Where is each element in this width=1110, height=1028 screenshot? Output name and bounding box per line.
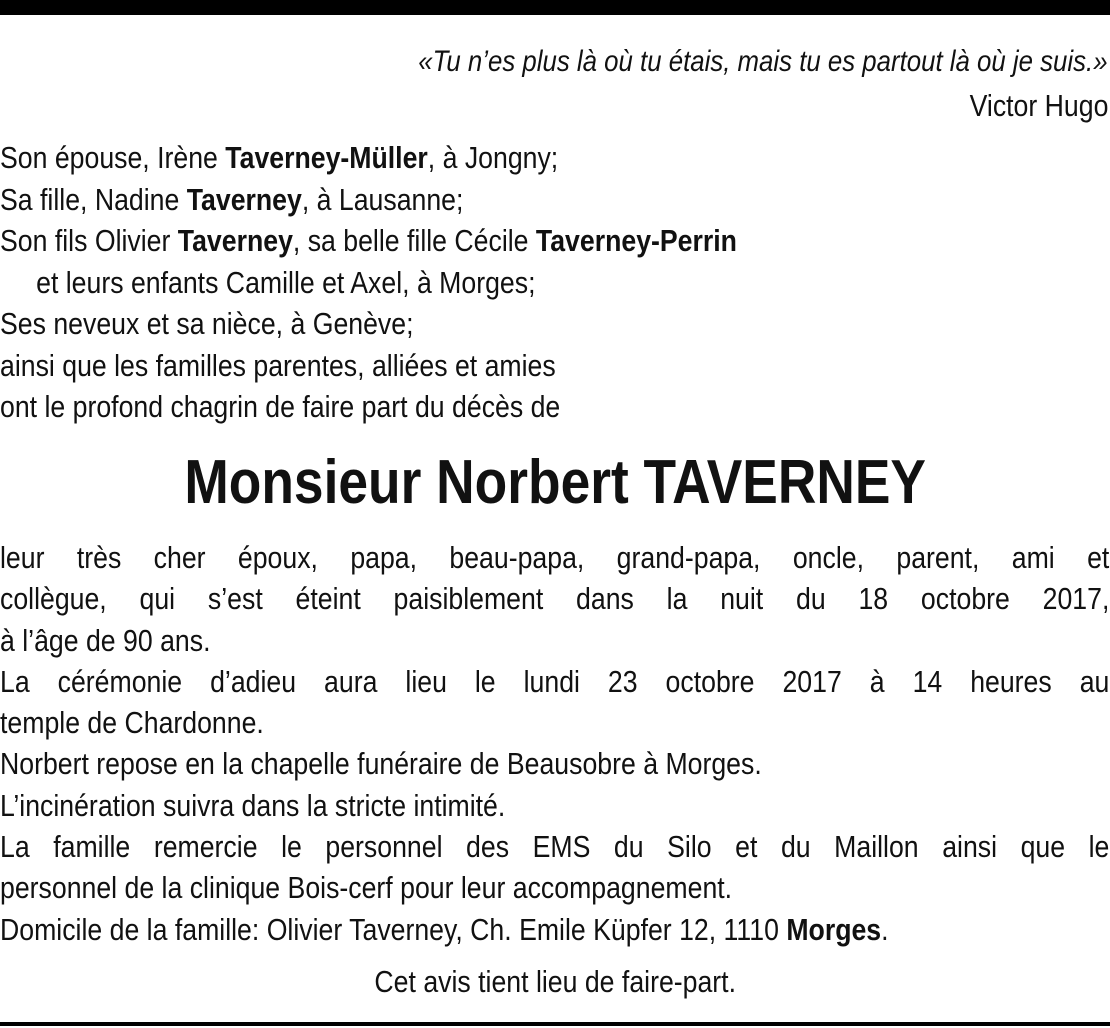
word: cérémonie xyxy=(57,663,183,699)
word: époux, xyxy=(237,540,318,575)
word: personnel xyxy=(325,829,443,865)
word: et xyxy=(735,829,758,865)
word: et xyxy=(1087,540,1110,575)
family-list xyxy=(0,137,1110,428)
word: cher xyxy=(153,540,206,575)
word: La xyxy=(0,829,30,865)
body-line: Domicile de la famille: Olivier Taverney, Ch. Emile Küpfer 12, 1110 Morges. xyxy=(0,911,889,947)
body-line xyxy=(0,537,1109,578)
word: 2017 xyxy=(782,663,842,699)
deceased-name: Monsieur Norbert TAVERNEY xyxy=(184,448,926,517)
closing-note: Cet avis tient lieu de faire-part. xyxy=(374,964,736,999)
body-line xyxy=(0,661,1109,702)
family-line: Sa fille, Nadine Taverney, à Lausanne; xyxy=(0,181,464,217)
word: octobre xyxy=(920,581,1010,617)
body-line xyxy=(0,578,1109,619)
word: 2017, xyxy=(1042,581,1110,617)
word: le xyxy=(474,663,496,699)
word: du xyxy=(613,829,644,865)
word: le xyxy=(281,829,302,865)
word: du xyxy=(780,829,811,865)
notice-body xyxy=(0,537,1110,950)
word: 14 xyxy=(912,663,943,699)
word: ainsi xyxy=(942,829,998,865)
word: lundi xyxy=(523,663,580,699)
body-line: Norbert repose en la chapelle funéraire de Beausobre à Morges. xyxy=(0,746,762,782)
epigraph-author: Victor Hugo xyxy=(969,88,1108,123)
epigraph-quote: «Tu n’es plus là où tu étais, mais tu es partout là où je suis.» xyxy=(418,45,1108,78)
family-line: Son épouse, Irène Taverney-Müller, à Jongny; xyxy=(0,140,559,175)
word: très xyxy=(76,540,122,575)
family-line: ainsi que les familles parentes, alliées et amies xyxy=(0,347,556,383)
word: EMS xyxy=(532,829,591,865)
word: heures xyxy=(970,663,1052,699)
word: éteint xyxy=(295,581,361,617)
word: au xyxy=(1079,663,1110,699)
word: d’adieu xyxy=(210,663,297,699)
word: des xyxy=(466,829,510,865)
word: famille xyxy=(53,829,131,865)
word: beau-papa, xyxy=(449,540,585,575)
word: du xyxy=(796,581,826,617)
word: octobre xyxy=(665,663,755,699)
word: que xyxy=(1020,829,1066,865)
word: le xyxy=(1088,829,1110,865)
word: aura xyxy=(324,663,378,699)
word: paisiblement xyxy=(393,581,544,617)
body-line: temple de Chardonne. xyxy=(0,705,264,741)
word: oncle, xyxy=(792,540,864,575)
word: 23 xyxy=(607,663,638,699)
word: remercie xyxy=(153,829,258,865)
word: nuit xyxy=(720,581,764,617)
body-line: personnel de la clinique Bois-cerf pour leur accompagnement. xyxy=(0,870,733,906)
word: Maillon xyxy=(834,829,919,865)
word: s’est xyxy=(207,581,263,617)
body-line xyxy=(0,826,1109,867)
word: parent, xyxy=(896,540,980,575)
body-line: L’incinération suivra dans la stricte intimité. xyxy=(0,787,506,823)
family-line: Ses neveux et sa nièce, à Genève; xyxy=(0,306,414,341)
word: lieu xyxy=(405,663,447,699)
word: dans xyxy=(576,581,634,617)
word: qui xyxy=(139,581,176,617)
word: papa, xyxy=(350,540,418,575)
bottom-rule xyxy=(0,1022,1110,1026)
word: collègue, xyxy=(0,581,107,617)
family-line: et leurs enfants Camille et Axel, à Morges; xyxy=(36,264,536,300)
word: grand-papa, xyxy=(616,540,761,575)
word: La xyxy=(0,663,30,699)
family-line: ont le profond chagrin de faire part du décès de xyxy=(0,389,561,424)
word: leur xyxy=(0,540,45,575)
word: Silo xyxy=(667,829,712,865)
word: 18 xyxy=(858,581,889,617)
word: la xyxy=(666,581,688,617)
word: ami xyxy=(1011,540,1055,575)
body-line: à l’âge de 90 ans. xyxy=(0,622,211,658)
word: à xyxy=(869,663,885,699)
family-line: Son fils Olivier Taverney, sa belle fille Cécile Taverney-Perrin xyxy=(0,223,737,258)
top-rule xyxy=(0,0,1110,15)
